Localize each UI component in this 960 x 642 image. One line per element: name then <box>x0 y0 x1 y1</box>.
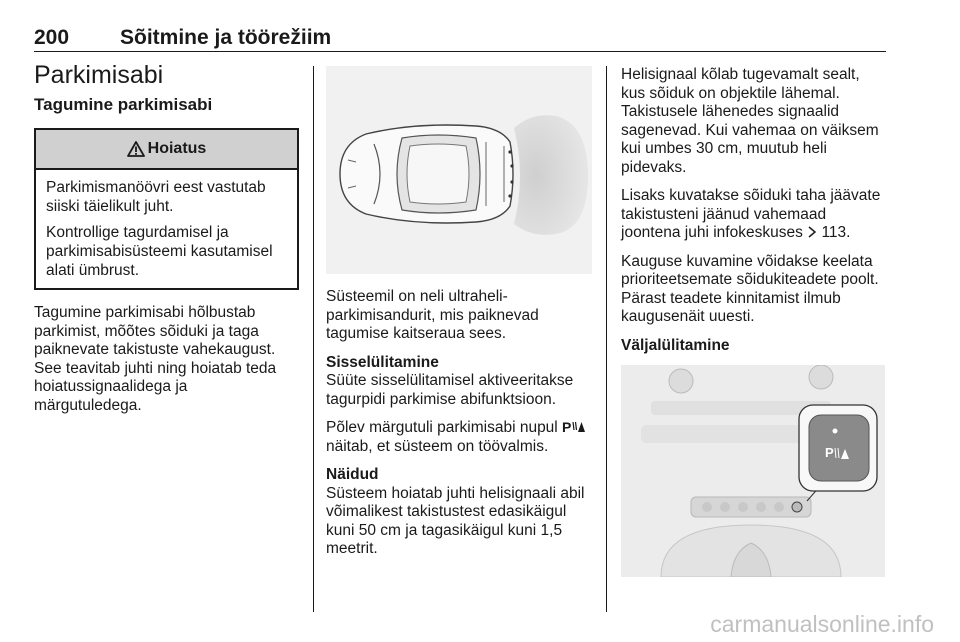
indicators-paragraph: Süsteem hoiatab juhti helisignaali abil võimalikest takistustest edasikäigul kuni 50 cm ja tagasikäigul kuni 1,5 meetrit. <box>326 484 585 557</box>
subsection-title: Tagumine parkimisabi <box>34 95 213 114</box>
column-divider <box>313 66 314 612</box>
sensors-paragraph: Süsteemil on neli ultraheli-parkimisandurit, mis paiknevad tagumise kaitseraua sees. <box>326 288 539 342</box>
page-reference: 113. <box>821 224 851 241</box>
intro-paragraph: Tagumine parkimisabi hõlbustab parkimist, mõõtes sõiduki ja taga paiknevate takistuste vahekaugust. See teavitab juhti ning hoiatab teda hoiatussignaalidega ja märgutuledega. <box>34 304 277 414</box>
svg-text:P: P <box>825 445 834 460</box>
page-reference-icon <box>807 226 817 238</box>
warning-body <box>36 170 297 288</box>
section-title: Parkimisabi <box>34 61 164 89</box>
lamp-paragraph <box>326 419 592 456</box>
column-middle <box>326 66 592 569</box>
lamp-text-end: näitab, et süsteem on töövalmis. <box>326 437 549 455</box>
watermark: carmanualsonline.info <box>710 611 934 637</box>
column-left <box>34 60 299 425</box>
center-console-image <box>621 365 885 577</box>
svg-text:P: P <box>562 419 572 433</box>
warning-triangle-icon <box>127 141 145 157</box>
deactivation-heading: Väljalülitamine <box>621 336 730 354</box>
column-divider <box>606 66 607 612</box>
warning-box <box>34 128 299 290</box>
chapter-title: Sõitmine ja töörežiim <box>120 26 332 49</box>
display-paragraph <box>621 187 887 243</box>
activation-paragraph: Süüte sisselülitamisel aktiveeritakse tagurpidi parkimise abifunktsioon. <box>326 372 574 408</box>
warning-title: Hoiatus <box>147 140 207 157</box>
warning-paragraph: Kontrollige tagurdamisel ja parkimisabisüsteemi kasutamisel alati ümbrust. <box>46 224 273 279</box>
parking-assist-icon <box>562 419 586 433</box>
console-button-illustration <box>621 365 885 577</box>
activation-heading: Sisselülitamine <box>326 353 439 371</box>
warning-paragraph: Parkimismanöövri eest vastutab siiski täielikult juht. <box>46 179 266 215</box>
car-sensor-illustration <box>326 66 592 274</box>
indicators-heading: Näidud <box>326 466 379 483</box>
signal-paragraph: Helisignaal kõlab tugevamalt sealt, kus sõiduk on objektile lähemal. Takistusele lähenedes signaalid sagenevad. Kui vahemaa on väiksem kui umbes 30 cm, muutub heli pidevaks. <box>621 66 879 176</box>
car-top-view-image <box>326 66 592 274</box>
display-text: Lisaks kuvatakse sõiduki taha jäävate takistusteni jäänud vahemaad joontena juhi infokeskuses <box>621 187 881 241</box>
page-header <box>34 26 886 52</box>
column-right <box>621 66 887 577</box>
priority-paragraph: Kauguse kuvamine võidakse keelata prioriteetsemate sõidukiteadete poolt. Pärast teadete kinnitamist ilmub kaugusenäit uuesti. <box>621 252 879 325</box>
lamp-text-start: Põlev märgutuli parkimisabi nupul <box>326 419 558 436</box>
warning-header <box>36 130 297 170</box>
page-number: 200 <box>34 26 70 49</box>
header-divider <box>34 51 886 52</box>
